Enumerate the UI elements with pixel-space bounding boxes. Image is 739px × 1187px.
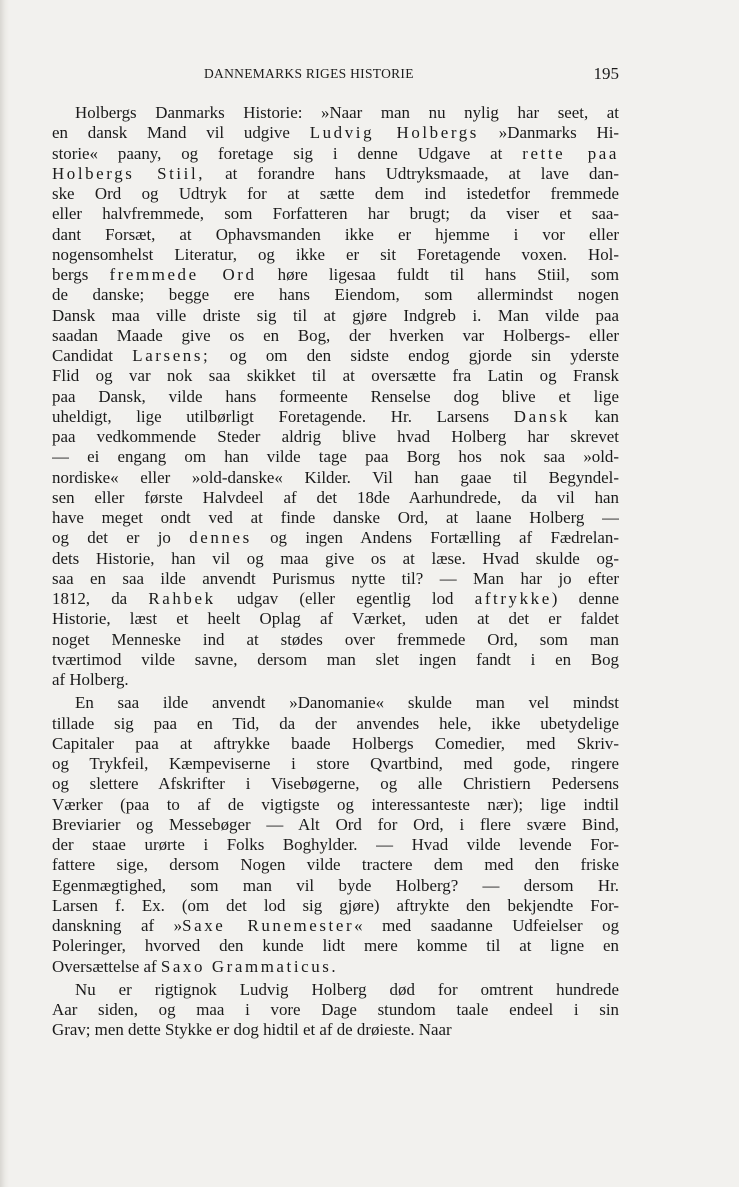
text-line (52, 855, 619, 875)
text-line (52, 609, 619, 629)
text-segment: der staae urørte i Folks Boghylder. — Hvad vilde levende For- (52, 835, 619, 854)
text-segment: en dansk Mand vil udgive (52, 123, 310, 143)
text-line (52, 326, 619, 346)
text-line (52, 835, 619, 855)
page-header (52, 64, 619, 84)
text-line (52, 427, 619, 447)
text-line (52, 265, 619, 285)
text-segment: eller halvfremmede, som Forfatteren har brugt; da viser et saa- (52, 204, 619, 224)
text-segment: Candidat (52, 346, 133, 365)
text-segment: danskning af » (52, 916, 183, 935)
text-segment: storie« paany, og foretage sig i denne Udgave at (52, 143, 523, 163)
text-line (52, 630, 619, 650)
spaced-emphasis: fremmede Ord (109, 265, 257, 284)
text-segment: bergs (52, 265, 110, 284)
text-segment: Capitaler paa at aftrykke baade Holbergs Comedier, med Skriv- (52, 733, 619, 753)
body-text (52, 103, 619, 1041)
text-segment: nordiske« eller »old-danske« Kilder. Vil han gaae til Begyndel- (52, 467, 619, 487)
text-line (52, 589, 619, 609)
text-line (52, 936, 619, 956)
text-segment: Grav; men dette Stykke er dog hidtil et af de drøieste. Naar (52, 1020, 452, 1040)
text-segment: og slettere Afskrifter i Visebøgerne, og alle Christiern Pedersens (52, 774, 619, 794)
text-line (52, 795, 619, 815)
text-segment: « med saadanne Udfeielser og (354, 916, 619, 935)
text-segment: dant Forsæt, at Ophavsmanden ikke er hjemme i vor eller (52, 224, 619, 244)
spaced-emphasis: Saxo Grammaticus. (160, 956, 339, 976)
text-segment: have meget ondt ved at finde danske Ord, at laane Holberg — (52, 508, 619, 527)
text-segment: uheldigt, lige utilbørligt Foretagende. Hr. Larsens (52, 406, 514, 426)
text-line (52, 714, 619, 734)
text-segment: saa en saa ilde anvendt Purismus nytte til? — Man har jo efter (52, 568, 619, 588)
page-edge (0, 0, 9, 1187)
text-line (52, 1020, 619, 1040)
text-segment: Flid og var nok saa skikket til at oversætte fra Latin og Fransk (52, 366, 619, 386)
text-segment: tværtimod vilde savne, dersom man slet ingen fandt i en Bog (52, 649, 619, 669)
text-line (52, 407, 619, 427)
text-line (52, 896, 619, 916)
text-segment: Holbergs Danmarks Historie: »Naar man nu nylig har seet, at (75, 103, 619, 122)
text-segment: de danske; begge ere hans Eiendom, som allermindst nogen (52, 285, 619, 305)
text-line (52, 876, 619, 896)
text-segment: kan (569, 406, 619, 426)
text-line (52, 285, 619, 305)
text-line (52, 508, 619, 528)
text-segment: saadan Maade give os en Bog, der hverken var Holbergs- eller (52, 325, 619, 345)
text-line (52, 734, 619, 754)
text-segment: Dansk maa ville driste sig til at gjøre Indgreb i. Man vilde paa (52, 305, 619, 325)
text-line (52, 144, 619, 164)
spaced-emphasis: Dansk (513, 406, 570, 426)
text-line (52, 184, 619, 204)
text-line (52, 754, 619, 774)
text-line (52, 916, 619, 936)
text-segment: ske Ord og Udtryk for at sætte dem ind istedetfor fremmede (52, 184, 619, 203)
text-line (52, 306, 619, 326)
text-segment: udgav (eller egentlig lod (215, 589, 475, 608)
text-segment: Historie, læst et heelt Oplag af Værket, uden at det er faldet (52, 609, 619, 629)
text-segment: Værker (paa to af de vigtigste og interessanteste nær); lige indtil (52, 794, 619, 814)
text-line (52, 103, 619, 123)
text-line (52, 387, 619, 407)
text-segment: og om den sidste endog gjorde sin yderste (210, 346, 619, 365)
spaced-emphasis: Holbergs Stiil, (52, 163, 206, 183)
spaced-emphasis: dennes (189, 528, 252, 548)
text-line (52, 468, 619, 488)
spaced-emphasis: Larsens; (132, 346, 211, 365)
text-segment: paa Dansk, vilde hans formeente Renselse dog blive et lige (52, 386, 619, 406)
text-segment: Aar siden, og maa i vore Dage stundom taale endeel i sin (52, 1000, 619, 1019)
text-line (52, 488, 619, 508)
text-segment: Poleringer, hvorved den kunde lidt mere komme til at ligne en (52, 936, 619, 956)
spaced-emphasis: Rahbek (148, 589, 216, 608)
text-segment: Larsen f. Ex. (om det lod sig gjøre) aftrykte den bekjendte For- (52, 895, 619, 915)
text-segment: af Holberg. (52, 670, 129, 689)
text-line (52, 569, 619, 589)
text-segment: paa vedkommende Steder aldrig blive hvad Holberg har skrevet (52, 427, 619, 446)
text-line (52, 980, 619, 1000)
text-segment: og Trykfeil, Kæmpeviserne i store Qvartbind, med gode, ringere (52, 754, 619, 773)
text-segment: En saa ilde anvendt »Danomanie« skulde man vel mindst (75, 693, 619, 713)
text-segment: høre ligesaa fuldt til hans Stiil, som (256, 265, 619, 284)
text-segment: Egenmægtighed, som man vil byde Holberg? — dersom Hr. (52, 875, 619, 895)
text-line (52, 164, 619, 184)
text-line (52, 957, 619, 977)
text-segment: Oversættelse af (52, 956, 161, 976)
text-line (52, 774, 619, 794)
page-number: 195 (593, 64, 619, 83)
spaced-emphasis: Ludvig Holbergs (309, 123, 479, 143)
text-segment: »Danmarks Hi- (478, 123, 619, 143)
text-segment: Nu er rigtignok Ludvig Holberg død for omtrent hundrede (75, 979, 619, 999)
spaced-emphasis: rette paa (522, 143, 619, 163)
text-segment: tillade sig paa en Tid, da der anvendes hele, ikke ubetydelige (52, 713, 619, 733)
text-line (52, 346, 619, 366)
text-line (52, 204, 619, 224)
text-segment: 1812, da (52, 589, 149, 608)
text-line (52, 815, 619, 835)
text-segment: at forandre hans Udtryksmaade, at lave dan- (205, 163, 619, 183)
text-line (52, 225, 619, 245)
text-line (52, 366, 619, 386)
text-line (52, 245, 619, 265)
text-line (52, 693, 619, 713)
text-line (52, 650, 619, 670)
text-segment: noget Menneske ind at stødes over fremmede Ord, som man (52, 629, 619, 649)
text-segment: nogensomhelst Literatur, og ikke er sit Foretagende voxen. Hol- (52, 244, 619, 264)
text-segment: Breviarier og Messebøger — Alt Ord for Ord, i flere svære Bind, (52, 814, 619, 834)
text-segment: og ingen Andens Fortælling af Fædrelan- (251, 528, 619, 548)
text-line (52, 123, 619, 143)
text-line (52, 1000, 619, 1020)
text-line (52, 549, 619, 569)
text-segment: og det er jo (52, 528, 190, 548)
spaced-emphasis: aftrykke (474, 589, 552, 608)
running-title: DANNEMARKS RIGES HISTORIE (204, 66, 414, 81)
text-segment: — ei engang om han vilde tage paa Borg hos nok saa »old- (52, 447, 619, 467)
text-line (52, 447, 619, 467)
text-segment: dets Historie, han vil og maa give os at læse. Hvad skulde og- (52, 548, 619, 568)
text-line (52, 670, 619, 690)
text-segment: sen eller første Halvdeel af det 18de Aarhundrede, da vil han (52, 487, 619, 507)
text-line (52, 528, 619, 548)
text-segment: ) denne (551, 589, 619, 608)
spaced-emphasis: Saxe Runemester (182, 916, 355, 935)
text-segment: fattere sige, dersom Nogen vilde tractere dem med den friske (52, 855, 619, 875)
